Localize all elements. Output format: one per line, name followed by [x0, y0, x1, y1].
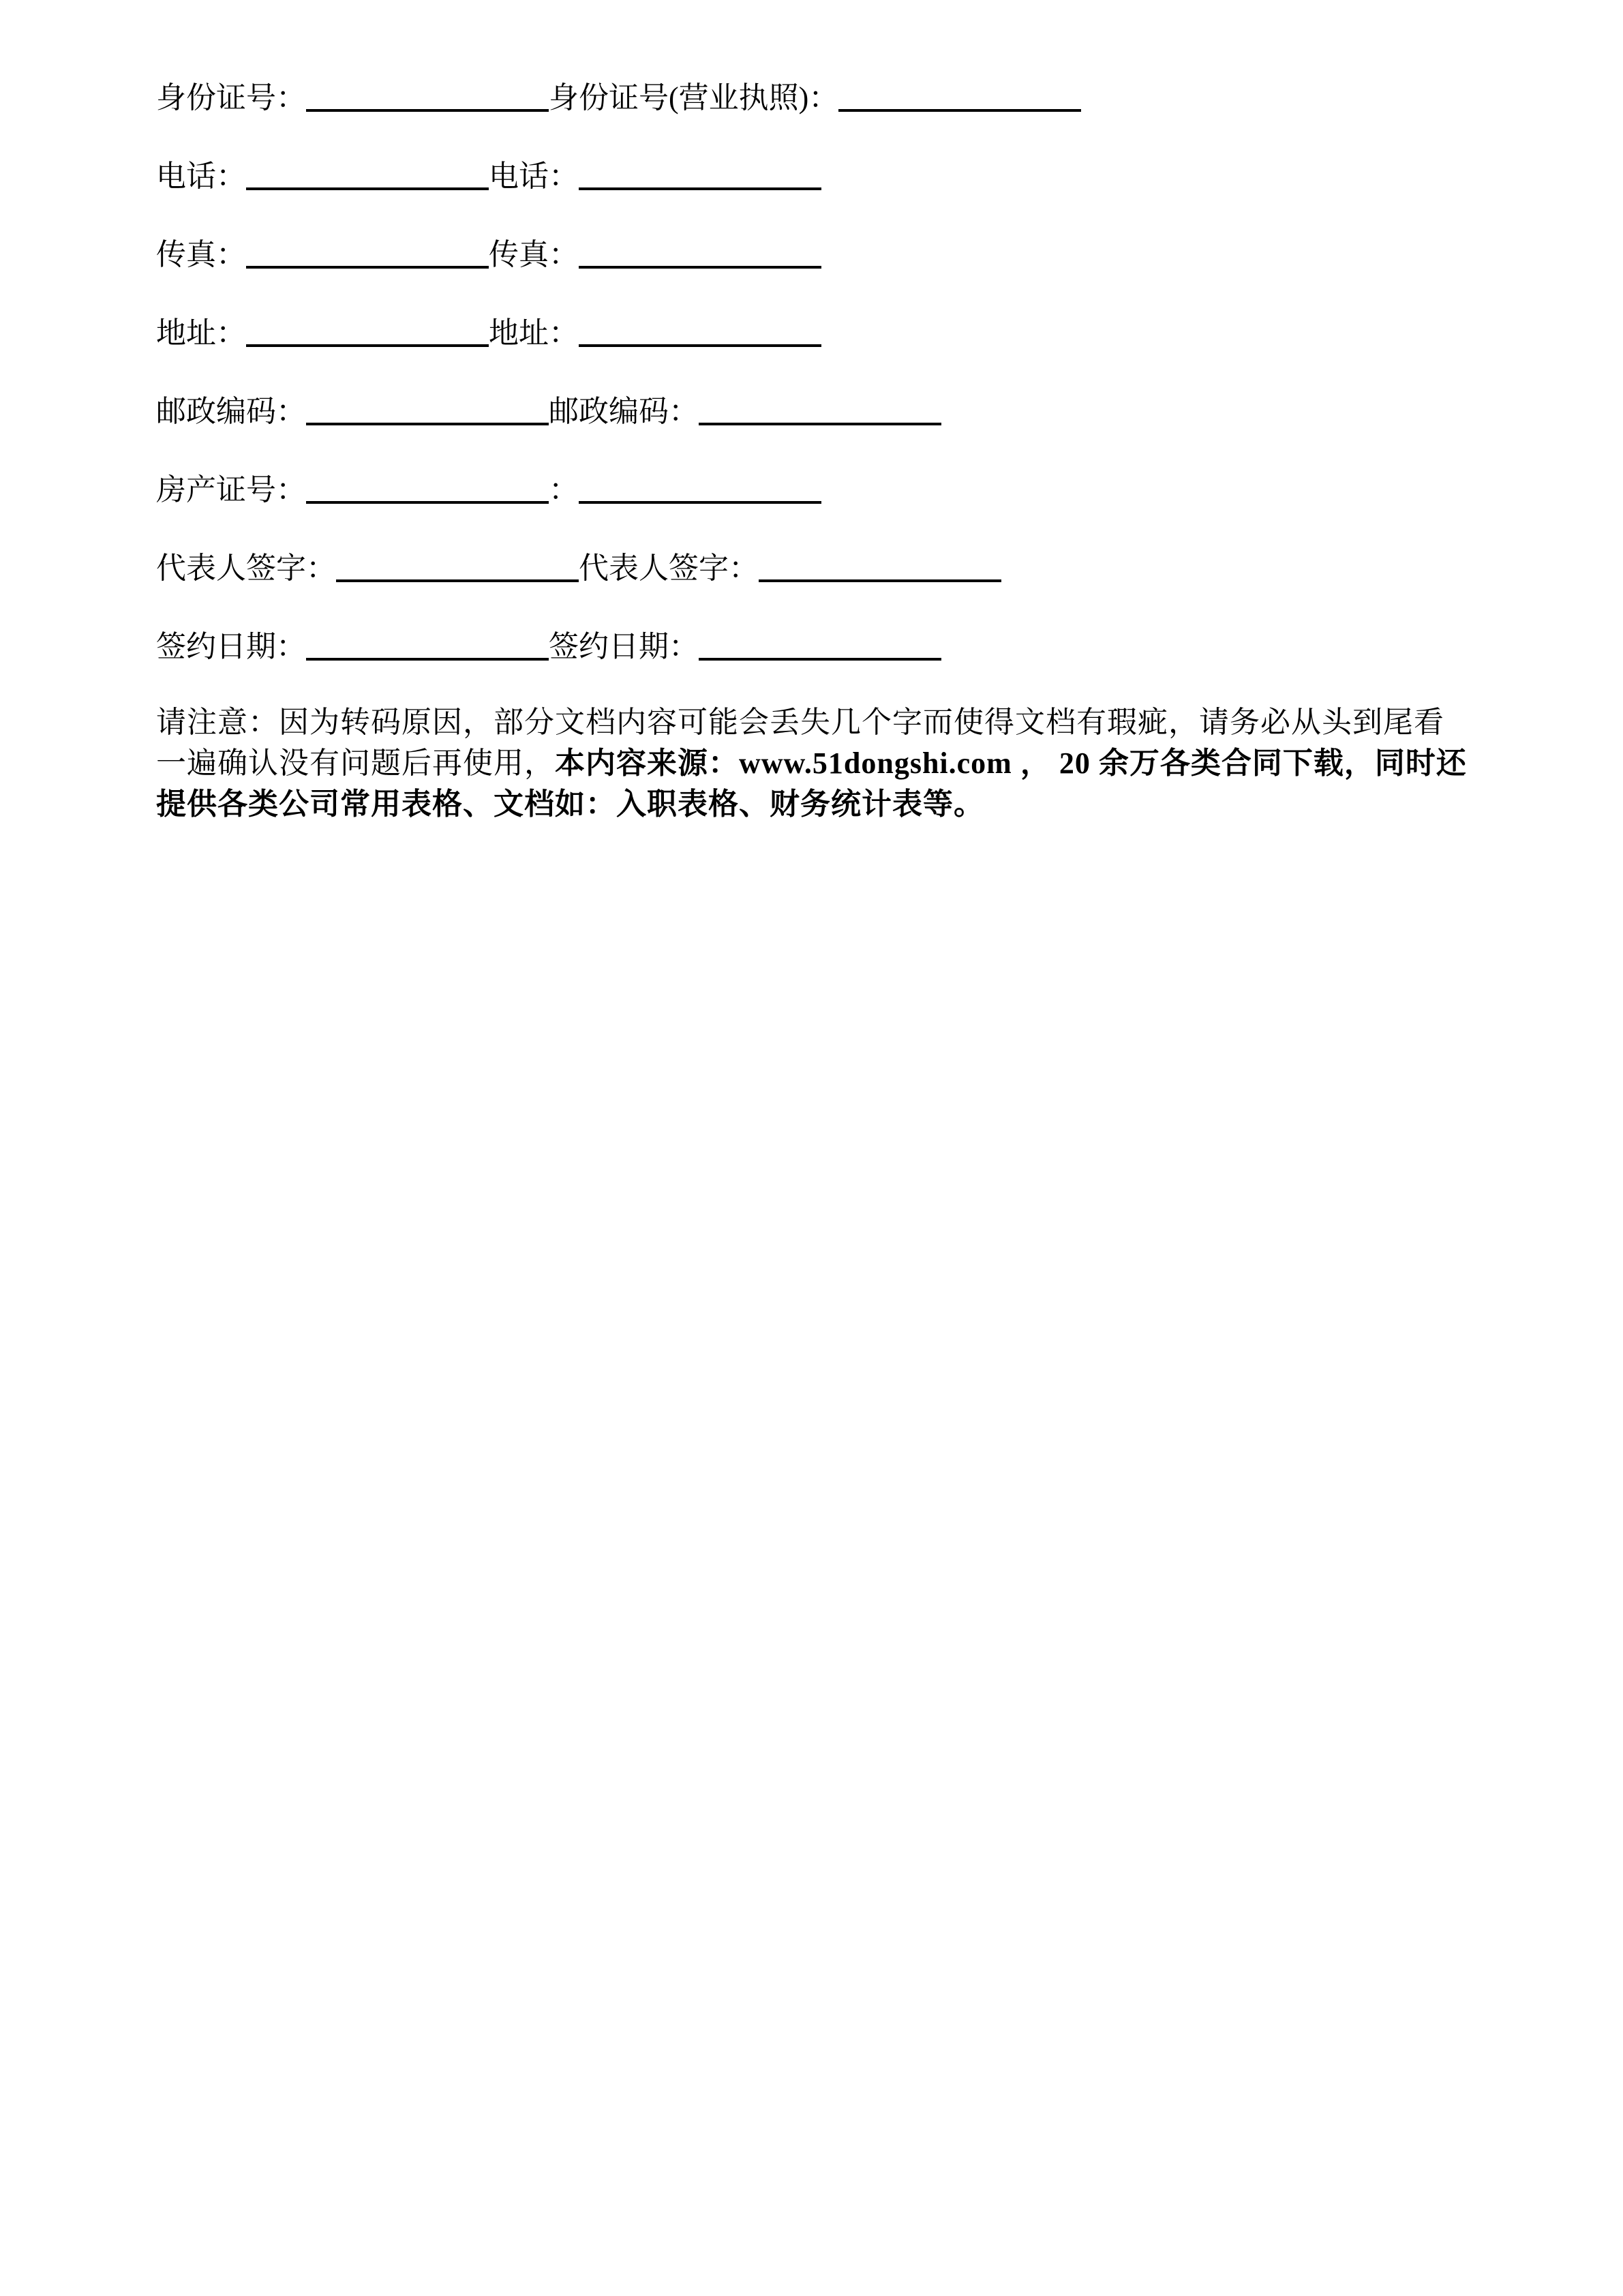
field-label: 地址：	[489, 316, 579, 350]
blank-line	[579, 501, 821, 504]
blank-line	[579, 344, 821, 347]
field-label: 邮政编码：	[549, 395, 699, 428]
blank-line	[306, 501, 549, 504]
signing-date-row	[156, 625, 941, 666]
postal-code-row	[156, 390, 941, 431]
field-label: 电话：	[489, 160, 579, 193]
field-label: 代表人签字：	[156, 552, 336, 585]
field-label: 房产证号：	[156, 473, 306, 507]
blank-line	[759, 579, 1001, 582]
notice-line: 请注意：因为转码原因，部分文档内容可能会丢失几个字而使得文档有瑕疵，请务必从头到尾看	[156, 706, 1444, 739]
address-row	[156, 312, 821, 352]
notice-source-text: 本内容来源：www.51dongshi.com ， 20 余万各类合同下载，同时还	[555, 746, 1467, 780]
field-label: 邮政编码：	[156, 395, 306, 428]
blank-line	[246, 266, 489, 269]
field-label: 传真：	[489, 238, 579, 271]
conversion-notice	[156, 702, 1540, 825]
field-label: ：	[549, 473, 579, 507]
field-label: 传真：	[156, 238, 246, 271]
notice-line: 提供各类公司常用表格、文档如：入职表格、财务统计表等。	[156, 787, 984, 821]
notice-text: 一遍确认没有问题后再使用，	[156, 746, 555, 780]
blank-line	[579, 266, 821, 269]
blank-line	[246, 344, 489, 347]
id-number-row	[156, 76, 1081, 117]
field-label: 签约日期：	[156, 630, 306, 663]
property-cert-row	[156, 468, 821, 509]
field-label: 身份证号(营业执照)：	[549, 81, 839, 115]
field-label: 代表人签字：	[579, 552, 759, 585]
blank-line	[699, 423, 941, 425]
blank-line	[699, 658, 941, 661]
field-label: 地址：	[156, 316, 246, 350]
blank-line	[336, 579, 579, 582]
representative-signature-row	[156, 547, 1001, 588]
blank-line	[306, 423, 549, 425]
phone-row	[156, 155, 821, 196]
notice-line	[156, 743, 1540, 784]
blank-line	[306, 109, 549, 112]
field-label: 身份证号：	[156, 81, 306, 115]
blank-line	[838, 109, 1081, 112]
fax-row	[156, 233, 821, 274]
blank-line	[579, 187, 821, 190]
field-label: 电话：	[156, 160, 246, 193]
field-label: 签约日期：	[549, 630, 699, 663]
blank-line	[246, 187, 489, 190]
blank-line	[306, 658, 549, 661]
